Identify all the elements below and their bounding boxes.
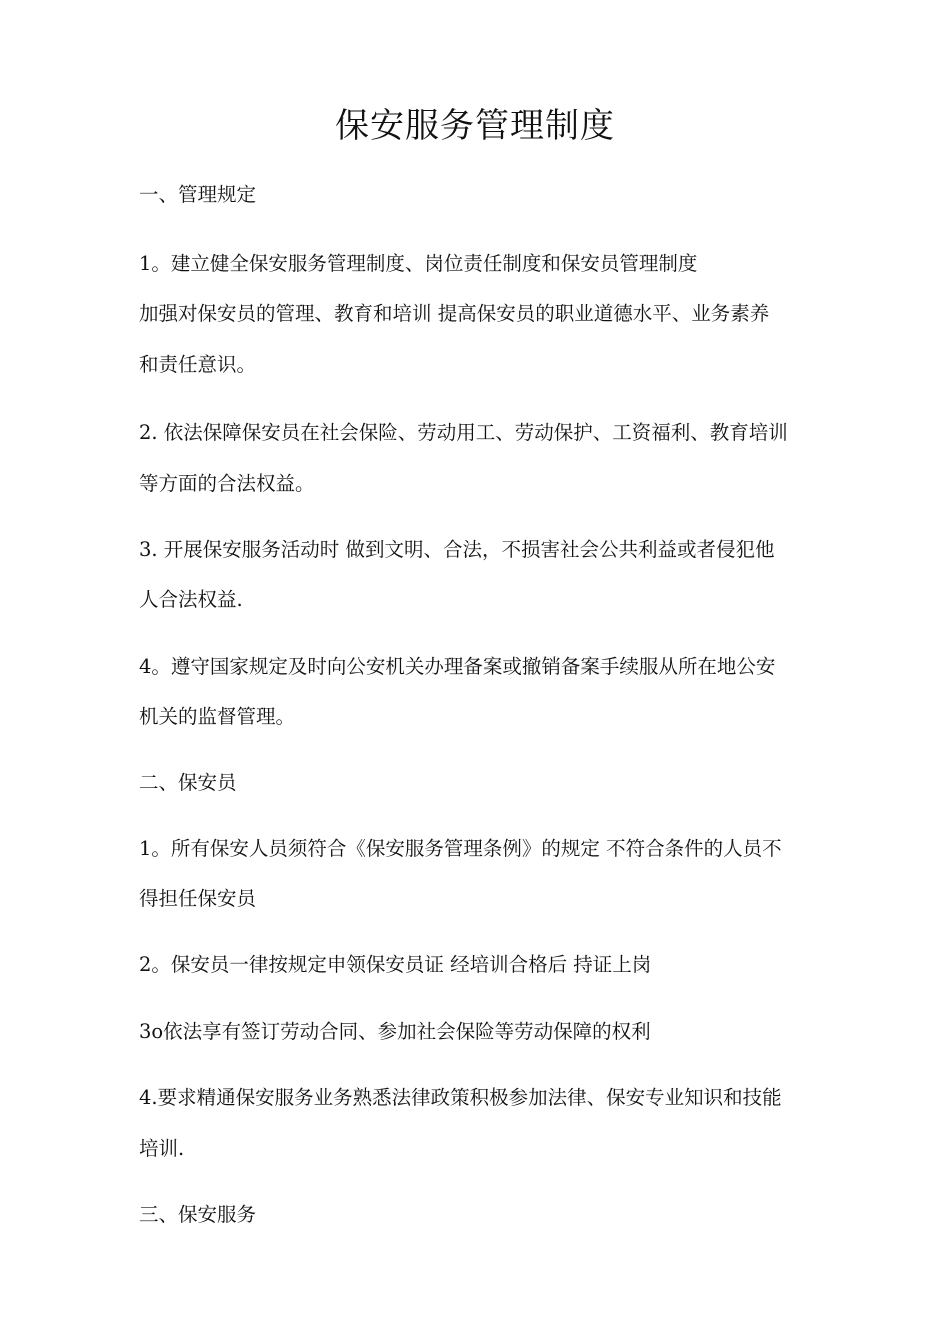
paragraph-line: 4.要求精通保安服务业务熟悉法律政策积极参加法律、保安专业知识和技能: [139, 1086, 782, 1109]
paragraph-line: 得担任保安员: [139, 887, 257, 910]
section-heading-3: 三、保安服务: [139, 1203, 257, 1226]
paragraph-line: 3o依法享有签订劳动合同、参加社会保险等劳动保障的权利: [139, 1020, 651, 1043]
paragraph-line: 2. 依法保障保安员在社会保险、劳动用工、劳动保护、工资福利、教育培训: [139, 421, 788, 444]
section-heading-1: 一、管理规定: [139, 183, 257, 206]
paragraph-line: 3. 开展保安服务活动时 做到文明、合法，不损害社会公共利益或者侵犯他: [139, 538, 775, 561]
paragraph-line: 1。建立健全保安服务管理制度、岗位责任制度和保安员管理制度: [139, 252, 698, 275]
paragraph-line: 人合法权益.: [139, 588, 243, 611]
paragraph-line: 加强对保安员的管理、教育和培训 提高保安员的职业道德水平、业务素养: [139, 302, 770, 325]
paragraph-line: 等方面的合法权益。: [139, 472, 315, 495]
document-title: 保安服务管理制度: [335, 106, 615, 146]
paragraph-line: 培训.: [139, 1137, 185, 1160]
paragraph-line: 和责任意识。: [139, 353, 257, 376]
paragraph-line: 机关的监督管理。: [139, 705, 296, 728]
section-heading-2: 二、保安员: [139, 771, 237, 794]
paragraph-line: 1。所有保安人员须符合《保安服务管理条例》的规定 不符合条件的人员不: [139, 837, 782, 860]
paragraph-line: 4。遵守国家规定及时向公安机关办理备案或撤销备案手续服从所在地公安: [139, 655, 776, 678]
paragraph-line: 2。保安员一律按规定申领保安员证 经培训合格后 持证上岗: [139, 953, 652, 976]
